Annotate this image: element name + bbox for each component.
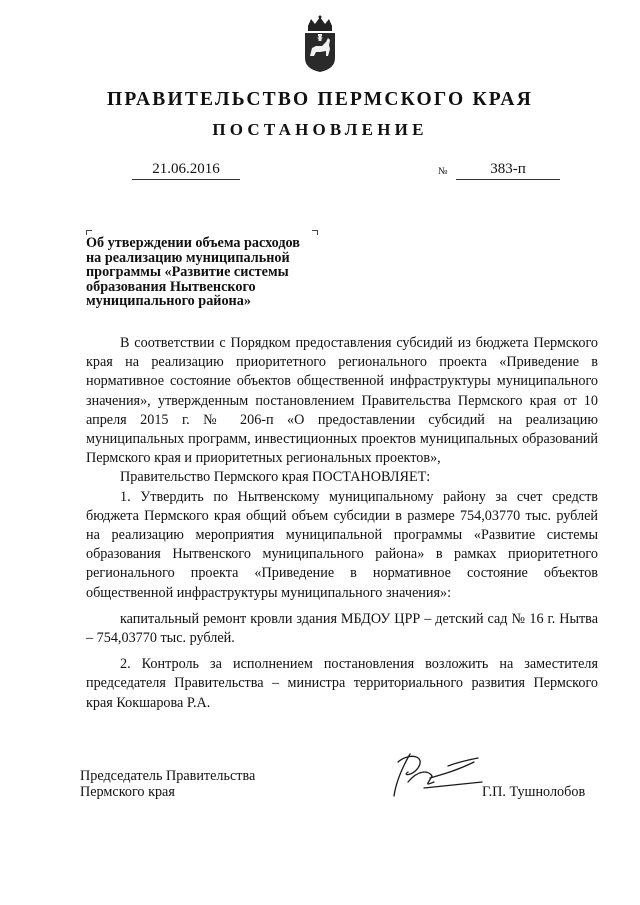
handwritten-signature	[388, 748, 488, 800]
number-sign: №	[438, 166, 448, 177]
subject-line: программы «Развитие системы	[86, 264, 289, 280]
document-type: ПОСТАНОВЛЕНИЕ	[212, 120, 428, 139]
signatory-position	[80, 769, 255, 800]
signatory-name: Г.П. Тушнолобов	[482, 784, 586, 800]
item-1-detail-paragraph: капитальный ремонт кровли здания МБДОУ ЦРР – детский сад № 16 г. Нытва – 754,03770 тыс. рублей.	[86, 610, 598, 647]
subject-line: образования Нытвенского	[86, 278, 256, 295]
perm-krai-coat-of-arms-icon	[300, 14, 340, 74]
item-2-paragraph: 2. Контроль за исполнением постановления возложить на заместителя председателя Правительства – министра территориального развития Пермского края Кокшарова Р.А.	[86, 656, 598, 711]
preamble-paragraph: В соответствии с Порядком предоставления субсидий из бюджета Пермского края на реализацию приоритетного регионального проекта «Приведение в нормативное состояние объектов общественной инфраструктуры муниципального значения», утвержденным постановлением Правительства Пермского края от 10 апреля 2015 г. № 206-п «О предоставлении субсидий на реализацию муниципальных программ, инвестиционных проектов муниципальных образований Пермского края и приоритетных региональных проектов»,	[86, 335, 598, 467]
government-title: ПРАВИТЕЛЬСТВО ПЕРМСКОГО КРАЯ	[107, 89, 533, 110]
signatory-position-line: Пермского края	[80, 783, 175, 800]
subject-line: на реализацию муниципальной	[86, 249, 290, 266]
subject-bracket-right	[312, 230, 318, 235]
subject-line: муниципального района»	[86, 293, 251, 309]
signatory-position-line: Председатель Правительства	[80, 768, 256, 784]
item-1-paragraph: 1. Утвердить по Нытвенскому муниципальному району за счет средств бюджета Пермского края общий объем субсидии в размере 754,03770 тыс. рублей на реализацию мероприятия муниципальной программы «Развитие системы образования Нытвенского муниципального района» в рамках приоритетного регионального проекта «Приведение в нормативное состояние объектов общественной инфраструктуры муниципального значения»:	[86, 488, 598, 601]
subject-line: Об утверждении объема расходов	[86, 235, 300, 251]
document-subject	[86, 236, 326, 309]
document-number: 383-п	[456, 160, 560, 180]
document-body	[86, 334, 598, 713]
document-date: 21.06.2016	[132, 160, 240, 180]
resolves-paragraph: Правительство Пермского края ПОСТАНОВЛЯЕТ:	[120, 469, 431, 486]
